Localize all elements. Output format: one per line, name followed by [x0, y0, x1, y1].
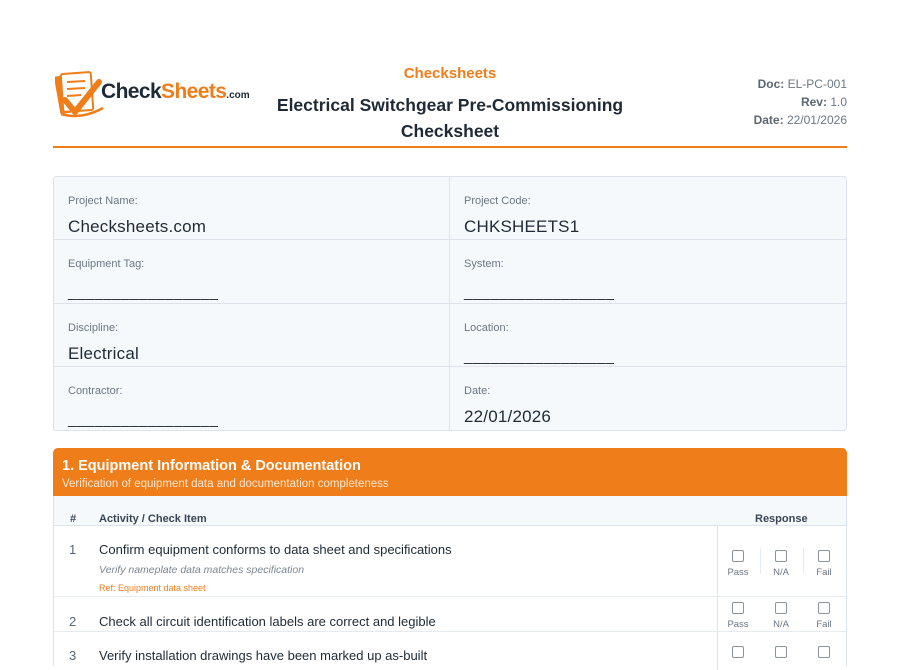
row-number: 2 — [69, 614, 77, 629]
project-code-label: Project Code: — [464, 195, 531, 207]
project-name-value: Checksheets.com — [68, 217, 207, 236]
logo-wordmark — [101, 80, 250, 104]
system-label: System: — [464, 258, 504, 271]
project-name-field[interactable] — [54, 177, 450, 240]
pass-checkbox[interactable] — [732, 550, 744, 562]
discipline-value: Electrical — [68, 343, 139, 363]
discipline-field[interactable] — [54, 304, 450, 367]
document-title — [250, 92, 650, 144]
na-option[interactable] — [761, 646, 801, 658]
na-option[interactable] — [761, 550, 801, 578]
section-header — [53, 448, 847, 496]
column-activity-header: Activity / Check Item — [99, 513, 207, 525]
system-field[interactable] — [450, 240, 846, 303]
doc-label: Doc: — [757, 77, 785, 91]
na-option[interactable] — [761, 602, 801, 630]
pass-option[interactable] — [718, 550, 758, 578]
logo-word-com: .com — [226, 90, 250, 101]
na-option-label: N/A — [773, 567, 789, 578]
project-code-value: CHKSHEETS1 — [464, 217, 580, 236]
location-blank: _________________ — [464, 347, 615, 365]
location-label: Location: — [464, 321, 509, 334]
table-row — [54, 525, 846, 597]
contractor-field[interactable] — [54, 367, 450, 430]
date-field[interactable] — [450, 367, 846, 430]
header-divider — [53, 146, 847, 148]
row-reference: Ref: Equipment data sheet — [99, 583, 206, 593]
contractor-label: Contractor: — [68, 384, 123, 397]
section-title: 1. Equipment Information & Documentation — [62, 458, 361, 474]
rev-value: 1.0 — [830, 95, 847, 109]
na-checkbox[interactable] — [775, 550, 787, 562]
na-checkbox[interactable] — [775, 646, 787, 658]
document-title-line-2: Checksheet — [400, 121, 500, 141]
info-date-label: Date: — [464, 384, 491, 397]
date-value: 22/01/2026 — [786, 113, 847, 127]
doc-value: EL-PC-001 — [787, 77, 847, 91]
pass-checkbox[interactable] — [732, 602, 744, 614]
checklist-table — [53, 496, 847, 666]
pass-option[interactable] — [718, 602, 758, 630]
table-row — [54, 597, 846, 632]
discipline-label: Discipline: — [68, 321, 119, 334]
pass-option-label: Pass — [727, 567, 749, 578]
row-number: 3 — [69, 648, 77, 663]
fail-option-label: Fail — [816, 567, 832, 578]
fail-option-label: Fail — [816, 619, 832, 630]
fail-option[interactable] — [804, 550, 844, 578]
project-name-label: Project Name: — [68, 195, 138, 207]
contractor-blank: _________________ — [68, 410, 219, 428]
row-hint: Verify nameplate data matches specification — [99, 564, 305, 576]
date-label: Date: — [753, 113, 784, 127]
column-number-header: # — [70, 513, 77, 525]
na-option-label: N/A — [773, 619, 789, 630]
row-activity-text: Check all circuit identification labels are correct and legible — [99, 614, 436, 629]
fail-checkbox[interactable] — [818, 550, 830, 562]
location-field[interactable] — [450, 304, 846, 367]
doc-number — [754, 75, 847, 93]
row-activity-text: Verify installation drawings have been marked up as-built — [99, 648, 428, 663]
document-meta — [754, 75, 847, 129]
row-activity-text: Confirm equipment conforms to data sheet and specifications — [99, 542, 452, 557]
document-title-line-1: Electrical Switchgear Pre-Commissioning — [276, 95, 624, 115]
table-row — [54, 632, 846, 666]
column-response-header: Response — [755, 513, 808, 525]
na-checkbox[interactable] — [775, 602, 787, 614]
rev-label: Rev: — [800, 95, 827, 109]
section-subtitle: Verification of equipment data and documentation completeness — [62, 478, 389, 490]
logo-word-sheets: Sheets — [161, 80, 227, 103]
pass-option-label: Pass — [727, 619, 749, 630]
brand-name: Checksheets — [403, 65, 497, 82]
pass-option[interactable] — [718, 646, 758, 658]
project-info-panel — [53, 176, 847, 431]
pass-checkbox[interactable] — [732, 646, 744, 658]
fail-checkbox[interactable] — [818, 602, 830, 614]
equipment-tag-blank: _________________ — [68, 284, 219, 302]
equipment-tag-label: Equipment Tag: — [68, 258, 145, 271]
system-blank: _________________ — [464, 284, 615, 302]
fail-checkbox[interactable] — [818, 646, 830, 658]
row-number: 1 — [69, 542, 77, 557]
revision — [754, 93, 847, 111]
table-header — [54, 496, 846, 526]
issue-date — [754, 111, 847, 129]
fail-option[interactable] — [804, 602, 844, 630]
project-code-field[interactable] — [450, 177, 846, 240]
info-date-value: 22/01/2026 — [464, 406, 552, 426]
logo-word-check: Check — [101, 80, 162, 103]
fail-option[interactable] — [804, 646, 844, 658]
equipment-tag-field[interactable] — [54, 240, 450, 303]
